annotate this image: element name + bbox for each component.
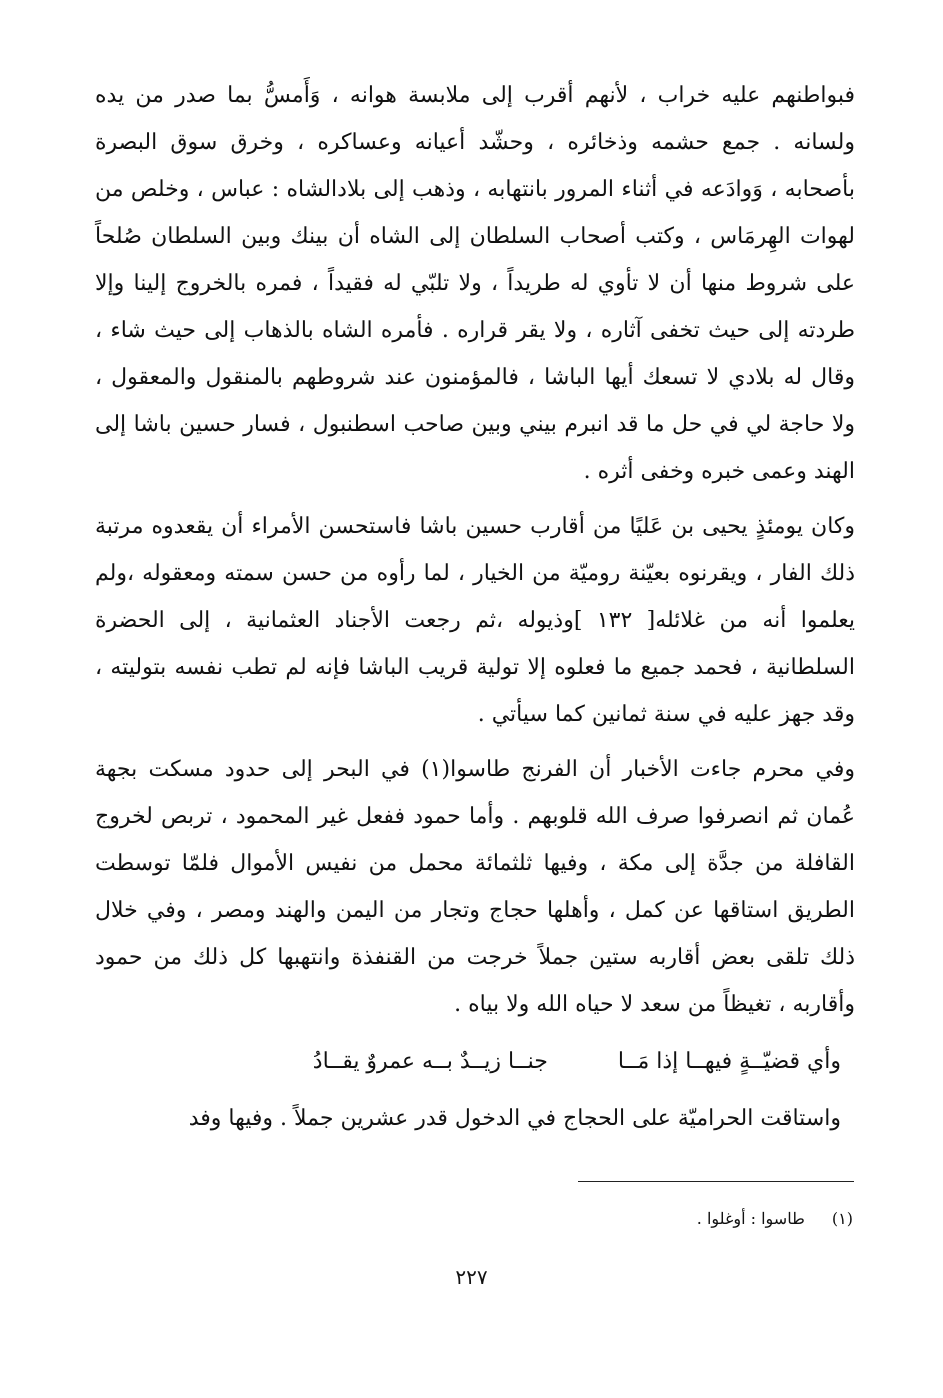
footnote-divider: [578, 1181, 854, 1182]
main-text-block: [95, 72, 855, 1142]
footnote-number: (١): [831, 1209, 853, 1228]
paragraph-1: فبواطنهم عليه خراب ، لأنهم أقرب إلى ملابسة هوانه ، وَأَمسُّ بما صدر من يده ولسانه . جمع حشمه وذخائره ، وحشّد أعيانه وعساكره ، وخرق سوق البصرة بأصحابه ، وَوادَعه في أثناء المرور بانتهابه ، وذهب إلى بلادالشاه : عباس ، وخلص من لهوات الهِرمَاس ، وكتب أصحاب السلطان إلى الشاه أن بينك وبين السلطان صُلحاً على شروط منها أن لا تأوي له طريداً ، ولا تلبّي له فقيداً ، فمره بالخروج إلينا وإلا طردته إلى حيث تخفى آثاره ، ولا يقر قراره . فأمره الشاه بالذهاب إلى حيث شاء ، وقال له بلادي لا تسعك أيها الباشا ، فالمؤمنون عند شروطهم بالمنقول والمعقول ، ولا حاجة لي في حل ما قد انبرم بيني وبين صاحب اسطنبول ، فسار حسين باشا إلى الهند وعمى خبره وخفى أثره .: [95, 83, 856, 484]
page-number: ٢٢٧: [455, 1265, 488, 1289]
paragraph-3: وفي محرم جاءت الأخبار أن الفرنج طاسوا(١) في البحر إلى حدود مسكت بجهة عُمان ثم انصرفوا صرف الله قلوبهم . وأما حمود ففعل غير المحمود ، تربص لخروج القافلة من جدَّة إلى مكة ، وفيها ثلثمائة محمل من نفيس الأموال فلمّا توسطت الطريق استاقها عن كمل ، وأهلها حجاج وتجار من اليمن والهند ومصر ، وفي خلال ذلك تلقى بعض أقاربه ستين جملاً خرجت من القنفذة وانتهبها كل ذلك من حمود وأقاربه ، تغيظاً من سعد لا حياه الله ولا بياه .: [95, 757, 855, 1017]
continuation-line: واستاقت الحراميّة على الحجاج في الدخول قدر عشرين جملاً . وفيها وفد: [188, 1106, 841, 1131]
poem-verse: [95, 1038, 855, 1085]
verse-first-hemistich: وأي قضيّــةٍ فيهــا إذا مَــا: [617, 1049, 841, 1074]
verse-second-hemistich: جنــا زيــدٌ بــه عمروٌ يقــادُ: [312, 1049, 548, 1074]
paragraph-2: وكان يومئذٍ يحيى بن عَليًا من أقارب حسين باشا فاستحسن الأمراء أن يقعدوه مرتبة ذلك الفار ، ويقرنوه بعيّنة روميّة من الخيار ، لما رأوه من حسن سمته ومعقوله ،ولم يعلموا أنه من غلائله[ ١٣٢ ]وذيوله ،ثم رجعت الأجناد العثمانية ، إلى الحضرة السلطانية ، فحمد جميع ما فعلوه إلا تولية قريب الباشا فإنه لم تطب نفسه بتوليته ، وقد جهز عليه في سنة ثمانين كما سيأتي .: [95, 514, 855, 727]
footnote: [353, 1206, 853, 1232]
footnote-text: طاسوا : أوغلوا .: [696, 1209, 805, 1228]
